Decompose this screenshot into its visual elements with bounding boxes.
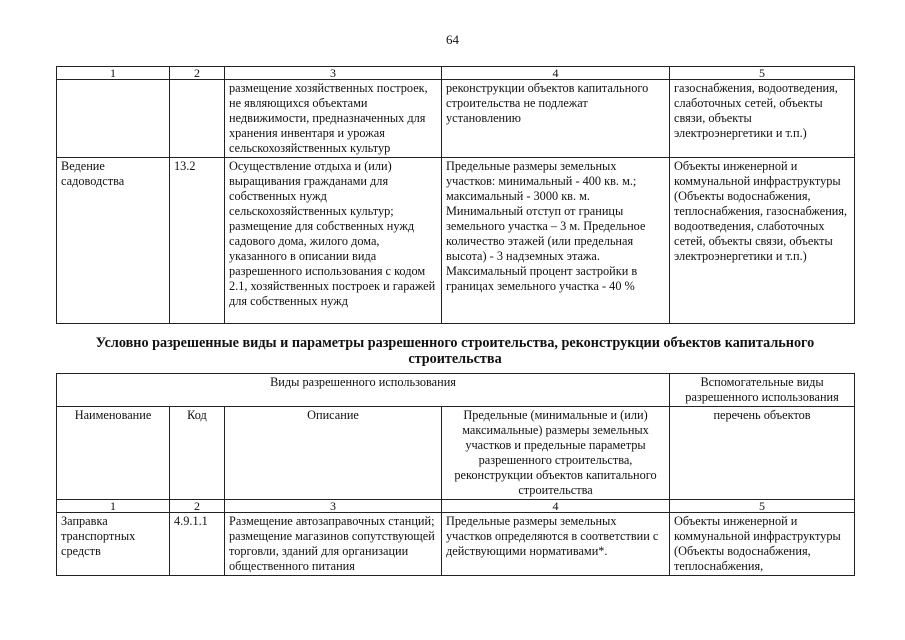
use-name-cell: Заправка транспортных средств xyxy=(57,513,170,576)
column-number-row xyxy=(57,500,855,513)
header-name: Наименование xyxy=(57,407,170,500)
column-number-row xyxy=(57,67,855,80)
section-heading: Условно разрешенные виды и параметры разрешенного строительства, реконструкции объектов капитального строительства xyxy=(95,335,815,367)
permitted-uses-table-continued xyxy=(56,66,855,324)
column-number: 3 xyxy=(225,67,442,80)
column-number: 3 xyxy=(225,500,442,513)
use-code-cell xyxy=(170,80,225,158)
use-description-cell: размещение хозяйственных построек, не являющихся объектами недвижимости, предназначенных для хранения инвентаря и урожая сельскохозяйственных культур xyxy=(225,80,442,158)
header-code: Код xyxy=(170,407,225,500)
use-name-cell xyxy=(57,80,170,158)
use-description-cell: Размещение автозаправочных станций; размещение магазинов сопутствующей торговли, зданий для организации общественного питания xyxy=(225,513,442,576)
use-description-cell: Осуществление отдыха и (или) выращивания гражданами для собственных нужд сельскохозяйственных культур; размещение для собственных нужд садового дома, жилого дома, указанного в описании вида разрешенного использования с кодом 2.1, хозяйственных построек и гаражей для собственных нужд xyxy=(225,158,442,324)
column-number: 2 xyxy=(170,67,225,80)
column-number: 1 xyxy=(57,500,170,513)
column-header-row xyxy=(57,407,855,500)
column-number: 2 xyxy=(170,500,225,513)
column-number: 5 xyxy=(670,500,855,513)
header-parameters: Предельные (минимальные и (или) максимальные) размеры земельных участков и предельные параметры разрешенного строительства, реконструкции объектов капитального строительства xyxy=(442,407,670,500)
conditional-uses-table xyxy=(56,373,855,576)
auxiliary-uses-cell: газоснабжения, водоотведения, слаботочных сетей, объекты связи, объекты электроэнергетики и т.п.) xyxy=(670,80,855,158)
use-name-cell: Ведение садоводства xyxy=(57,158,170,324)
column-number: 4 xyxy=(442,67,670,80)
page-number: 64 xyxy=(446,32,459,47)
table-row xyxy=(57,513,855,576)
table-row xyxy=(57,80,855,158)
group-header-row xyxy=(57,374,855,407)
column-number: 5 xyxy=(670,67,855,80)
header-description: Описание xyxy=(225,407,442,500)
use-parameters-cell: Предельные размеры земельных участков: минимальный - 400 кв. м.; максимальный - 3000 кв. м. Минимальный отступ от границы земельного участка – 3 м. Предельное количество этажей (или предельная высота) - 3 надземных этажа. Максимальный процент застройки в границах земельного участка - 40 % xyxy=(442,158,670,324)
auxiliary-uses-cell: Объекты инженерной и коммунальной инфраструктуры (Объекты водоснабжения, теплоснабжения, xyxy=(670,513,855,576)
column-number: 1 xyxy=(57,67,170,80)
column-number: 4 xyxy=(442,500,670,513)
use-parameters-cell: Предельные размеры земельных участков определяются в соответствии с действующими нормативами*. xyxy=(442,513,670,576)
header-auxiliary: перечень объектов xyxy=(670,407,855,500)
use-parameters-cell: реконструкции объектов капитального строительства не подлежат установлению xyxy=(442,80,670,158)
use-code-cell: 4.9.1.1 xyxy=(170,513,225,576)
use-code-cell: 13.2 xyxy=(170,158,225,324)
table-row xyxy=(57,158,855,324)
auxiliary-uses-group-header: Вспомогательные виды разрешенного использования xyxy=(670,374,855,407)
main-uses-group-header: Виды разрешенного использования xyxy=(57,374,670,407)
auxiliary-uses-cell: Объекты инженерной и коммунальной инфраструктуры (Объекты водоснабжения, теплоснабжения, газоснабжения, водоотведения, слаботочных сетей, объекты связи, объекты электроэнергетики и т.п.) xyxy=(670,158,855,324)
